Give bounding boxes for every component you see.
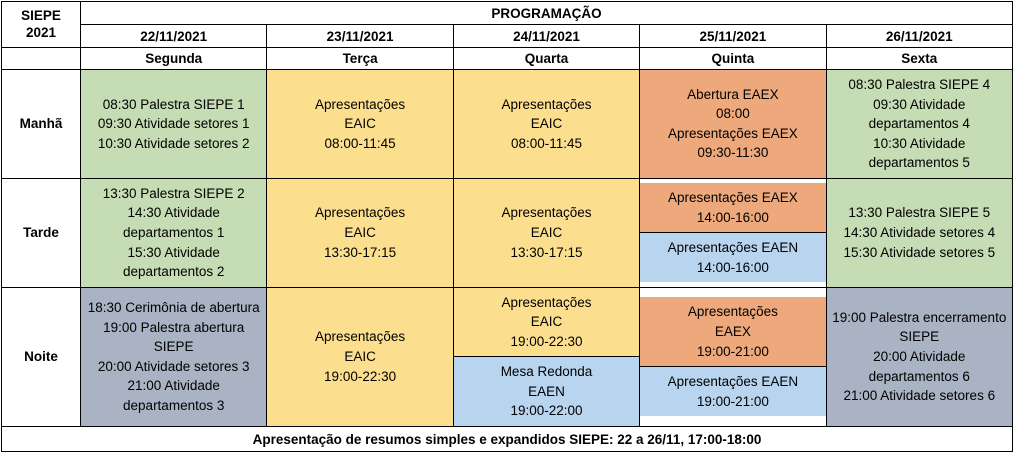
event-line: 19:00-21:00 <box>696 343 769 359</box>
event-line: Apresentações <box>687 304 778 320</box>
cell-afternoon-thursday <box>640 178 826 287</box>
table-row-weekdays <box>2 48 1013 70</box>
cell-morning-friday <box>826 70 1012 179</box>
event-line: 09:30 Atividade setores 1 <box>97 116 250 132</box>
subcell-afternoon-thursday-eaen <box>640 233 825 282</box>
table-row-dates <box>2 25 1013 48</box>
footer-note: Apresentação de resumos simples e expandidos SIEPE: 22 a 26/11, 17:00-18:00 <box>2 427 1013 452</box>
event-line: EAIC <box>530 116 563 132</box>
event-line: Apresentações EAEN <box>667 240 799 256</box>
event-line: EAIC <box>530 224 563 240</box>
event-line: 10:30 Atividade setores 2 <box>97 135 250 151</box>
event-line: EAIC <box>344 224 376 240</box>
event-line: Mesa Redonda <box>500 364 593 380</box>
weekday-corner-blank <box>2 48 81 70</box>
column-date-tuesday: 23/11/2021 <box>267 25 453 48</box>
column-date-friday: 26/11/2021 <box>826 25 1012 48</box>
event-line: Apresentações EAEX <box>667 190 798 206</box>
corner-line-1: SIEPE <box>21 7 61 23</box>
table-row-title <box>2 2 1013 25</box>
event-line: 08:00-11:45 <box>324 135 396 151</box>
event-line: Abertura EAEX <box>687 86 779 102</box>
table-row-morning <box>2 70 1013 179</box>
event-line: 15:30 Atividade setores 5 <box>843 244 996 260</box>
event-line: 09:30-11:30 <box>697 145 769 161</box>
event-line: 14:00-16:00 <box>696 259 769 275</box>
event-line: 18:30 Cerimônia de abertura <box>87 300 260 316</box>
event-line: 08:30 Palestra SIEPE 1 <box>102 96 245 112</box>
event-line: 20:00 Atividade setores 3 <box>97 358 250 374</box>
cell-afternoon-tuesday <box>267 178 453 287</box>
event-line: Apresentações <box>501 205 592 221</box>
event-line: 19:00-22:30 <box>510 333 583 349</box>
column-date-wednesday: 24/11/2021 <box>453 25 639 48</box>
table-row-footer <box>2 427 1013 452</box>
event-line: Apresentações <box>315 205 406 221</box>
column-day-wednesday: Quarta <box>453 48 639 70</box>
period-label-afternoon: Tarde <box>2 178 81 287</box>
event-line: 21:00 Atividade departamentos 3 <box>123 378 225 413</box>
subcell-night-wednesday-eaic <box>454 288 639 358</box>
event-line: 14:00-16:00 <box>696 209 769 225</box>
event-line: 19:00-22:30 <box>324 368 397 384</box>
column-date-thursday: 25/11/2021 <box>640 25 826 48</box>
event-line: 19:00-21:00 <box>696 393 769 409</box>
event-line: EAIC <box>344 349 376 365</box>
period-label-night: Noite <box>2 287 81 426</box>
event-line: 19:00 Palestra encerramento SIEPE <box>832 309 1007 345</box>
column-day-monday: Segunda <box>81 48 267 70</box>
cell-morning-wednesday <box>453 70 639 179</box>
event-line: 13:30-17:15 <box>510 244 583 260</box>
column-date-monday: 22/11/2021 <box>81 25 267 48</box>
cell-night-wednesday <box>453 287 639 426</box>
event-line: 09:30 Atividade departamentos 4 <box>868 96 970 132</box>
corner-label <box>2 2 81 48</box>
event-line: 19:00 Palestra abertura SIEPE <box>103 319 245 355</box>
cell-morning-tuesday <box>267 70 453 179</box>
event-line: Apresentações <box>501 294 592 310</box>
event-line: EAIC <box>530 314 563 330</box>
event-line: 08:00-11:45 <box>510 135 582 151</box>
event-line: EAEN <box>528 383 565 399</box>
event-line: 08:00 <box>715 106 750 122</box>
event-line: Apresentações <box>315 96 406 112</box>
event-line: EAIC <box>344 116 376 132</box>
event-line: 19:00-22:00 <box>510 403 583 419</box>
event-line: 13:30-17:15 <box>324 244 397 260</box>
subcell-night-wednesday-eaen <box>454 357 639 426</box>
corner-line-2: 2021 <box>25 24 57 40</box>
event-line: Apresentações EAEN <box>667 374 799 390</box>
table-row-afternoon <box>2 178 1013 287</box>
event-line: 14:30 Atividade setores 4 <box>843 224 996 240</box>
column-day-thursday: Quinta <box>640 48 826 70</box>
event-line: 13:30 Palestra SIEPE 5 <box>848 205 991 221</box>
event-line: 10:30 Atividade departamentos 5 <box>868 135 970 171</box>
event-line: 08:30 Palestra SIEPE 4 <box>848 77 991 92</box>
programacao-table <box>1 1 1013 452</box>
event-line: 15:30 Atividade departamentos 2 <box>123 244 225 280</box>
event-line: EAEX <box>714 323 751 339</box>
subcell-night-thursday-eaen <box>640 367 825 416</box>
event-line: Apresentações <box>501 96 592 112</box>
event-line: 21:00 Atividade setores 6 <box>843 388 996 404</box>
cell-afternoon-monday <box>81 178 267 287</box>
column-day-tuesday: Terça <box>267 48 453 70</box>
event-line: Apresentações <box>315 329 406 345</box>
event-line: 13:30 Palestra SIEPE 2 <box>102 185 245 201</box>
cell-night-monday <box>81 287 267 426</box>
cell-night-friday <box>826 287 1012 426</box>
table-row-night <box>2 287 1013 426</box>
subcell-night-thursday-eaex <box>640 297 825 367</box>
cell-morning-monday <box>81 70 267 179</box>
event-line: 20:00 Atividade departamentos 6 <box>868 349 970 384</box>
cell-afternoon-wednesday <box>453 178 639 287</box>
page-title: PROGRAMAÇÃO <box>81 2 1013 25</box>
cell-night-thursday <box>640 287 826 426</box>
column-day-friday: Sexta <box>826 48 1012 70</box>
cell-night-tuesday <box>267 287 453 426</box>
cell-morning-thursday <box>640 70 826 179</box>
event-line: 14:30 Atividade departamentos 1 <box>123 205 225 240</box>
period-label-morning: Manhã <box>2 70 81 179</box>
subcell-afternoon-thursday-eaex <box>640 183 825 233</box>
event-line: Apresentações EAEX <box>667 125 798 141</box>
cell-afternoon-friday <box>826 178 1012 287</box>
